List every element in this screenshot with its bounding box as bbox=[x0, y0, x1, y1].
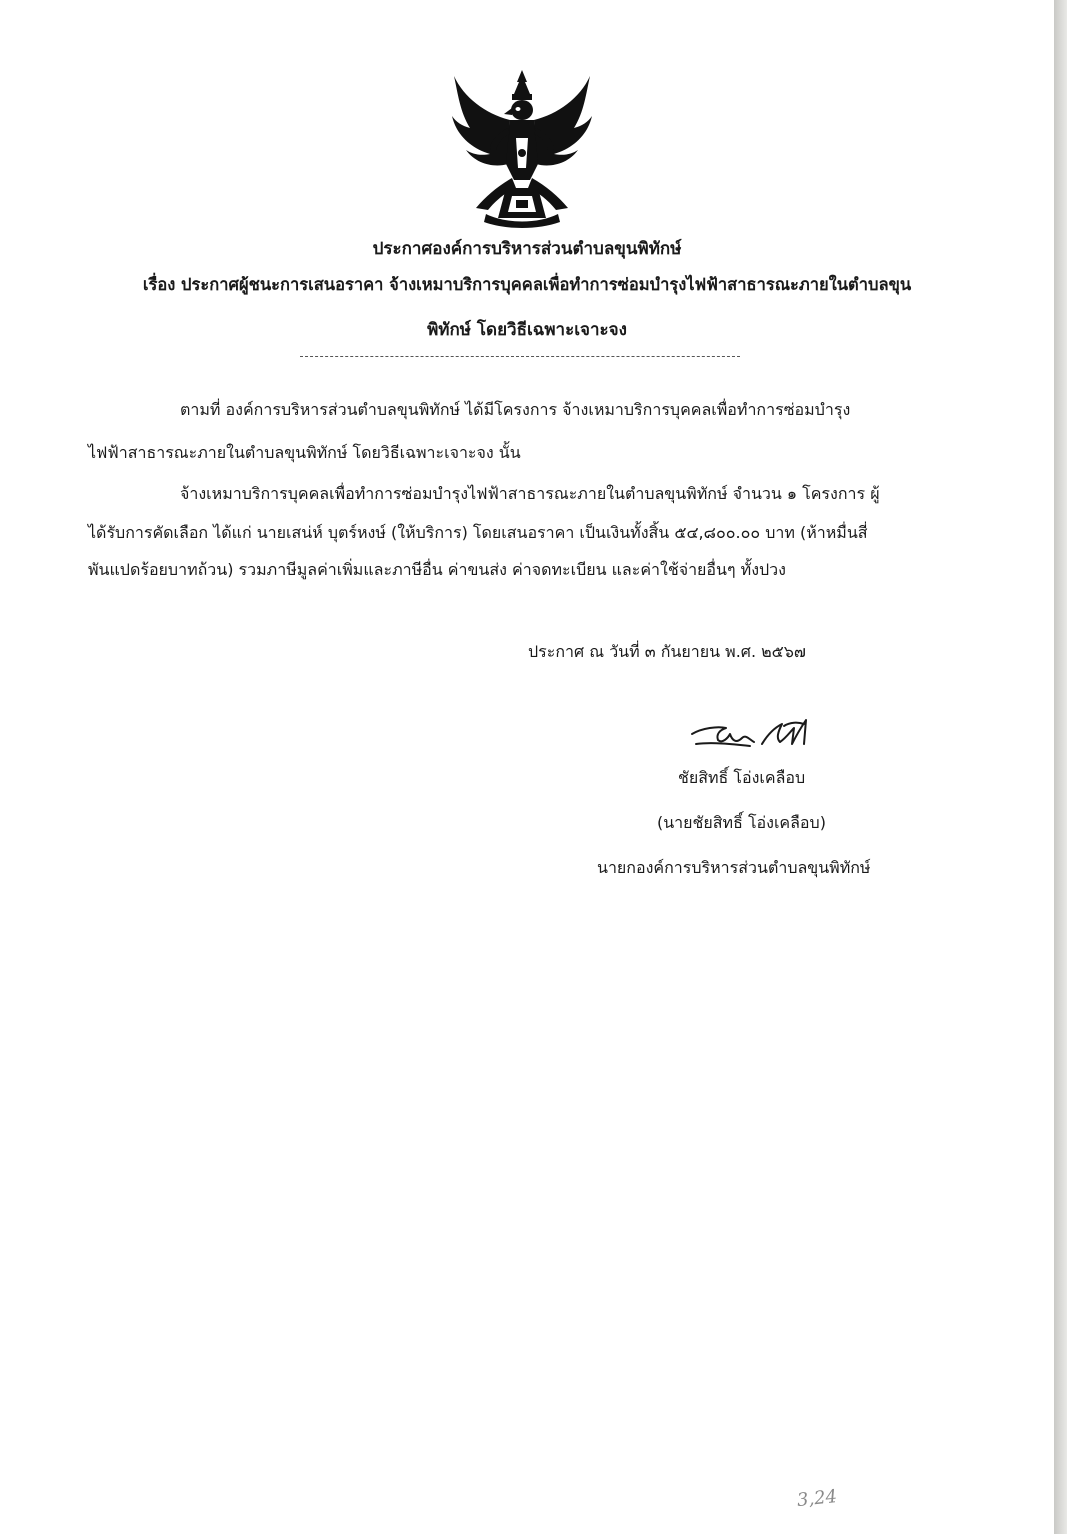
garuda-emblem bbox=[446, 68, 598, 228]
subject-line-1: เรื่อง ประกาศผู้ชนะการเสนอราคา จ้างเหมาบริการบุคคลเพื่อทำการซ่อมบำรุงไฟฟ้าสาธารณะภายในตำบลขุน bbox=[142, 275, 912, 294]
pencil-page-note: 3,24 bbox=[796, 1485, 839, 1512]
paragraph2-line2: ได้รับการคัดเลือก ได้แก่ นายเสน่ห์ บุตร์หงษ์ (ให้บริการ) โดยเสนอราคา เป็นเงินทั้งสิ้น ๕๔,๘๐๐.๐๐ บาท (ห้าหมื่นสี่ bbox=[88, 523, 868, 542]
paragraph2-line3: พันแปดร้อยบาทถ้วน) รวมภาษีมูลค่าเพิ่มและภาษีอื่น ค่าขนส่ง ค่าจดทะเบียน และค่าใช้จ่ายอื่นๆ ทั้งปวง bbox=[88, 560, 786, 579]
signer-name: ชัยสิทธิ์ โอ่งเคลือบ bbox=[678, 768, 806, 787]
paragraph2-line1: จ้างเหมาบริการบุคคลเพื่อทำการซ่อมบำรุงไฟฟ้าสาธารณะภายในตำบลขุนพิทักษ์ จำนวน ๑ โครงการ ผู้ bbox=[180, 484, 880, 503]
dashed-divider bbox=[300, 356, 740, 357]
announcement-date: ประกาศ ณ วันที่ ๓ กันยายน พ.ศ. ๒๕๖๗ bbox=[528, 642, 806, 661]
subject-line-2: พิทักษ์ โดยวิธีเฉพาะเจาะจง bbox=[427, 320, 627, 340]
paragraph1-line1: ตามที่ องค์การบริหารส่วนตำบลขุนพิทักษ์ ได้มีโครงการ จ้างเหมาบริการบุคคลเพื่อทำการซ่อมบำรุง bbox=[180, 400, 851, 419]
paragraph1-line2: ไฟฟ้าสาธารณะภายในตำบลขุนพิทักษ์ โดยวิธีเฉพาะเจาะจง นั้น bbox=[88, 443, 521, 462]
signer-full-name: (นายชัยสิทธิ์ โอ่งเคลือบ) bbox=[657, 813, 826, 832]
handwritten-signature bbox=[688, 714, 818, 756]
paper-edge-shadow bbox=[1054, 0, 1067, 1534]
signer-position: นายกองค์การบริหารส่วนตำบลขุนพิทักษ์ bbox=[597, 858, 871, 877]
announcement-title: ประกาศองค์การบริหารส่วนตำบลขุนพิทักษ์ bbox=[372, 239, 682, 259]
